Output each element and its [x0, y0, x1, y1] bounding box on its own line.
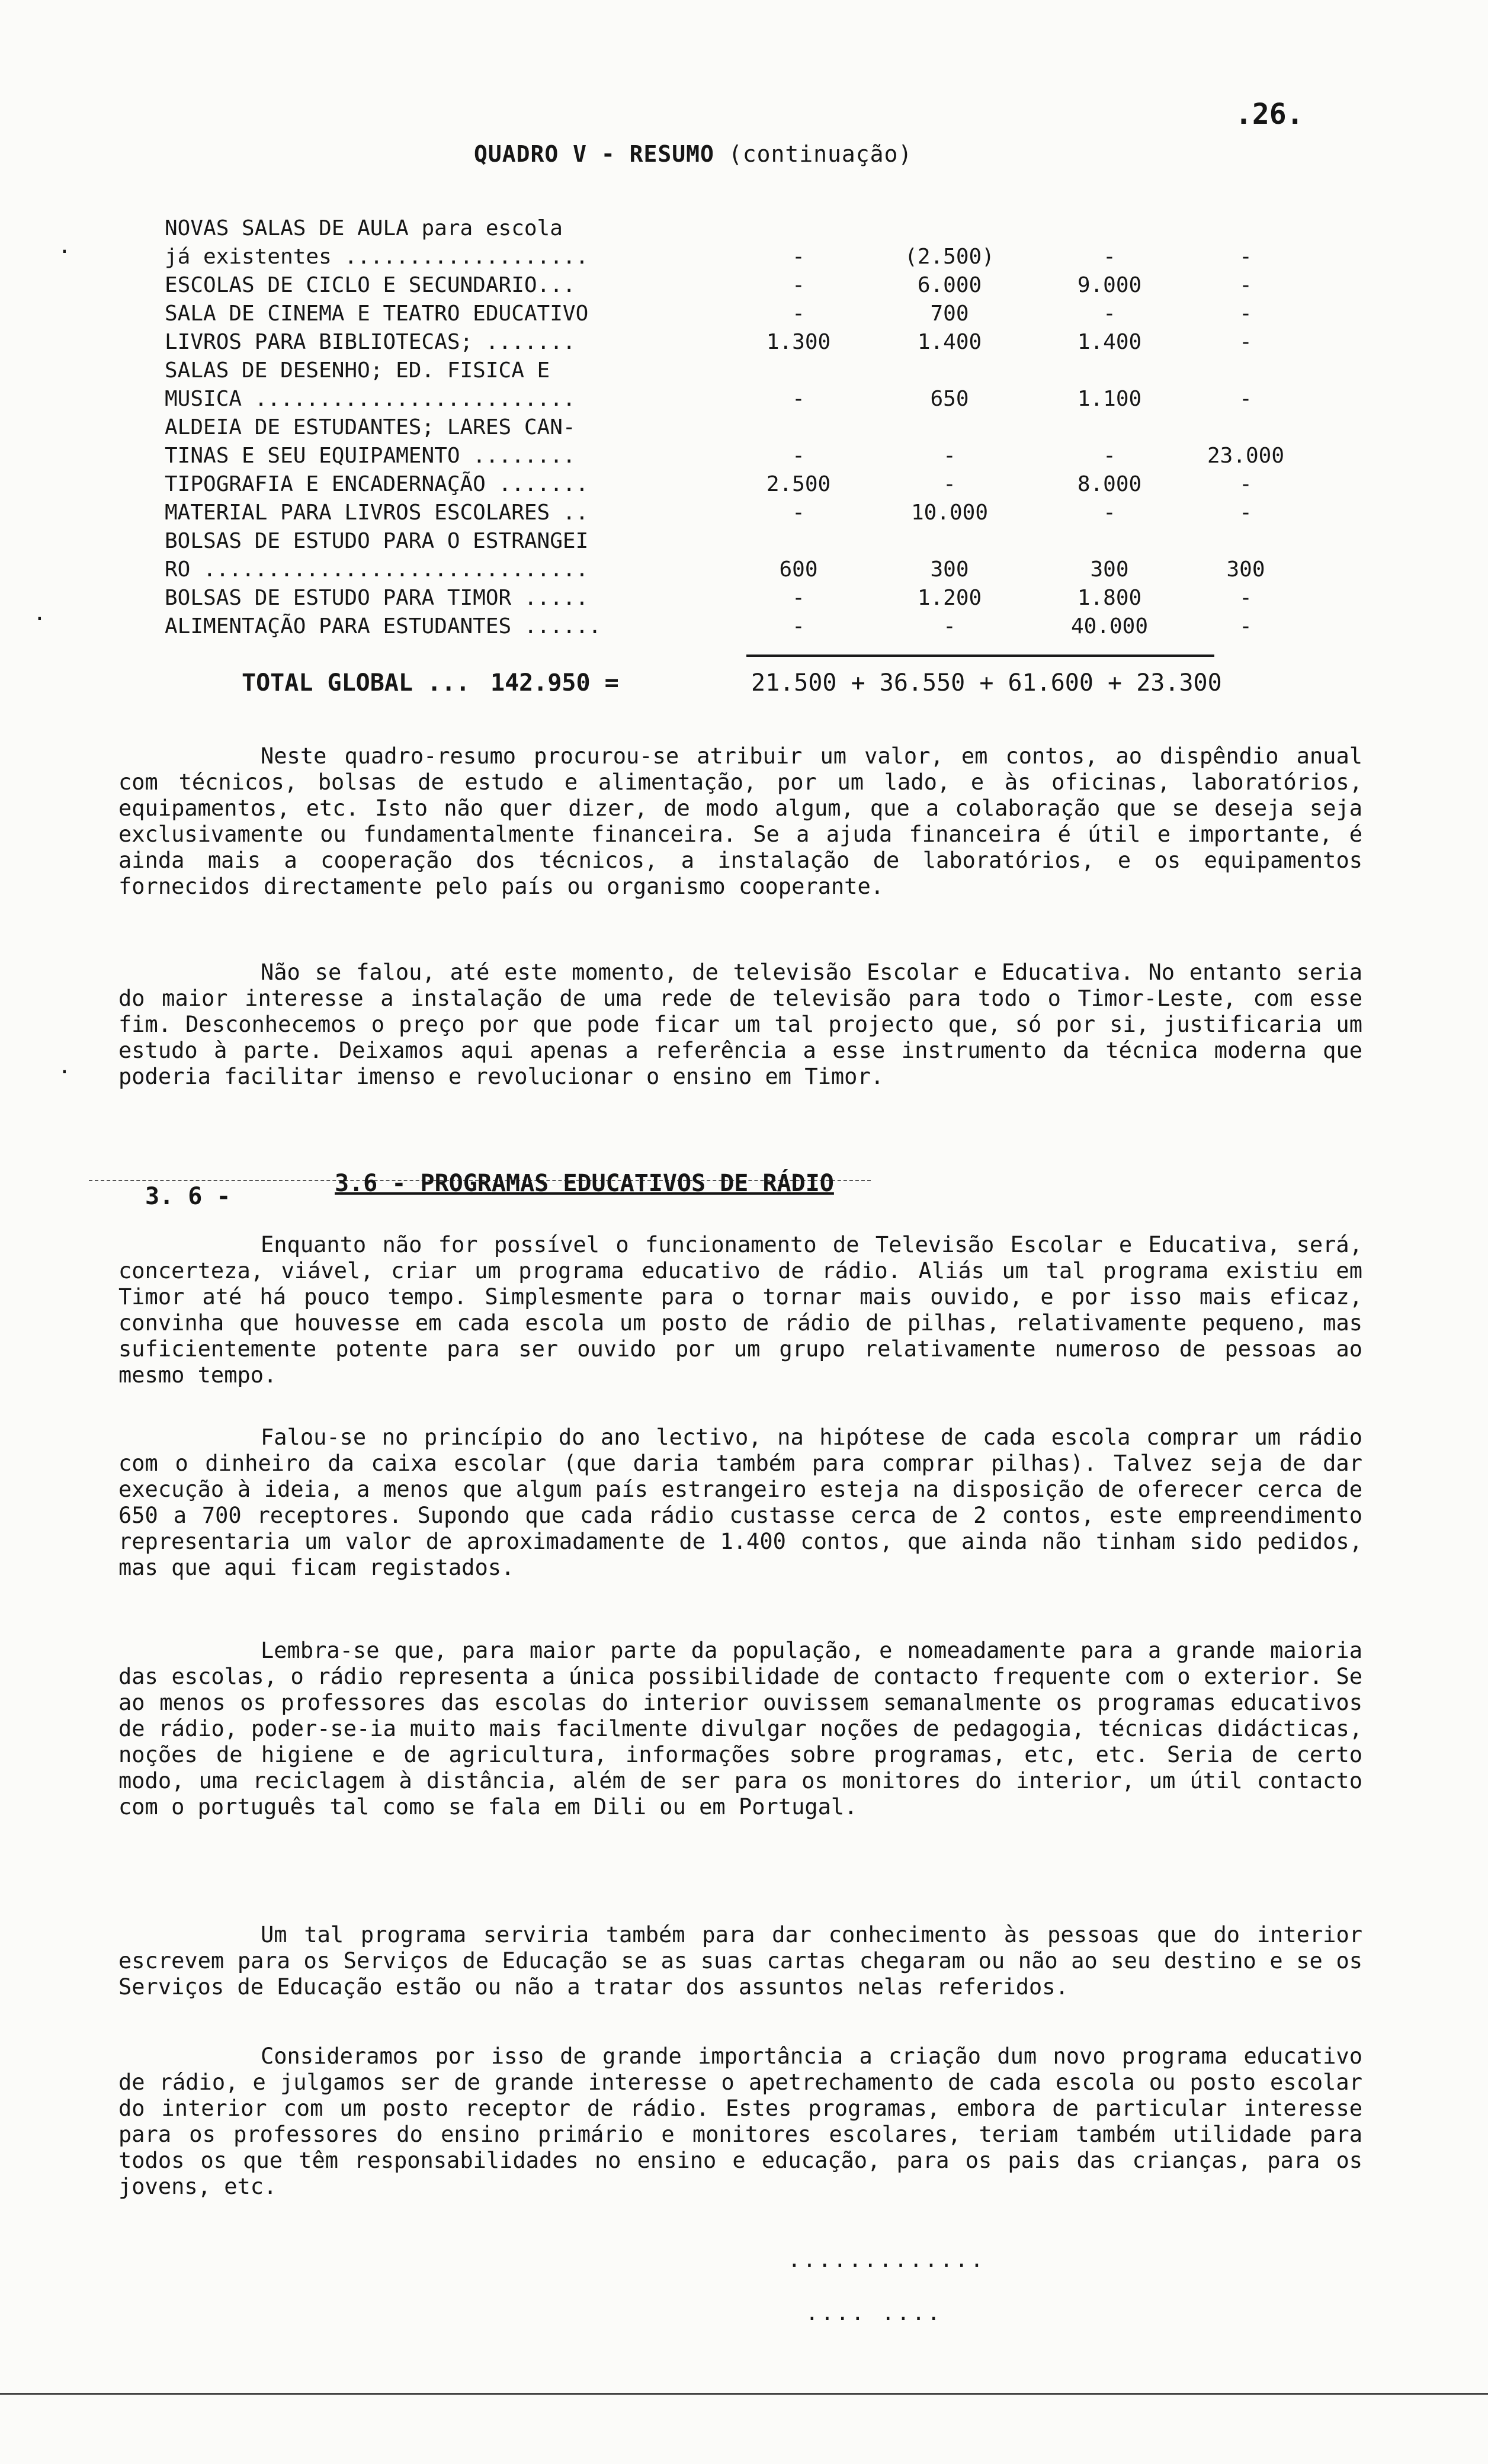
- row-value-col3: 40.000: [1070, 614, 1149, 639]
- trailing-dots: .... ....: [806, 2301, 943, 2325]
- row-value-col2: 10.000: [910, 500, 989, 525]
- row-value-col1: 1.300: [766, 330, 831, 354]
- table-row: [165, 556, 1308, 584]
- total-divider: [746, 654, 1214, 657]
- body-paragraph: [118, 960, 1362, 1105]
- row-value-col2: 1.400: [917, 330, 982, 354]
- table-row: [165, 357, 1308, 385]
- row-value-col4: -: [1239, 330, 1252, 354]
- row-label: RO ..............................: [165, 557, 589, 582]
- body-paragraph: [118, 2043, 1362, 2215]
- body-paragraph: [118, 1424, 1362, 1596]
- row-value-col4: -: [1239, 301, 1252, 326]
- row-value-col2: 6.000: [917, 273, 982, 297]
- row-label: SALAS DE DESENHO; ED. FISICA E: [165, 358, 550, 383]
- table-row: [165, 300, 1308, 328]
- row-value-col2: 700: [930, 301, 969, 326]
- paragraph-text: Consideramos por isso de grande importância a criação dum novo programa educativo de rádio, e julgamos ser de grande interesse o apetrechamento de cada escola ou posto escolar do interior com um posto receptor de rádio. Estes programas, embora de particular interesse para os professores do ensino primário e monitores escolares, teriam também utilidade para todos os que têm responsabilidades no ensino e educação, para os pais das crianças, para os jovens, etc.: [118, 2043, 1362, 2199]
- margin-mark: .: [58, 1054, 71, 1079]
- page-bottom-edge: [0, 2393, 1488, 2395]
- table-row: [165, 442, 1308, 470]
- paragraph-text: Neste quadro-resumo procurou-se atribuir um valor, em contos, ao dispêndio anual com técnicos, bolsas de estudo e alimentação, por um lado, e às oficinas, laboratórios, equipamentos, etc. Isto não quer dizer, de modo algum, que a colaboração que se deseja seja exclusivamente ou fundamentalmente financeira. Se a ajuda financeira é útil e importante, é ainda mais a cooperação dos técnicos, a instalação de laboratórios, e os equipamentos fornecidos directamente pelo país ou organismo cooperante.: [118, 743, 1362, 899]
- total-value: 142.950 =: [490, 669, 619, 697]
- row-value-col2: 650: [930, 387, 969, 411]
- table-row: [165, 499, 1308, 527]
- row-label: SALA DE CINEMA E TEATRO EDUCATIVO: [165, 301, 589, 326]
- paragraph-text: Lembra-se que, para maior parte da população, e nomeadamente para a grande maioria das escolas, o rádio representa a única possibilidade de contacto frequente com o exterior. Se ao menos os professores das escolas do interior ouvissem semanalmente os programas educativos de rádio, poder-se-ia muito mais facilmente divulgar noções de pedagogia, técnicas didácticas, noções de higiene e de agricultura, informações sobre programas, etc, etc. Seria de certo modo, uma reciclagem à distância, além de ser para os monitores do interior, um útil contacto com o português tal como se fala em Dili ou em Portugal.: [118, 1638, 1362, 1820]
- table-row: [165, 612, 1308, 641]
- row-label: TIPOGRAFIA E ENCADERNAÇÃO .......: [165, 472, 589, 496]
- table-row: [165, 214, 1308, 243]
- row-value-col3: 1.400: [1077, 330, 1142, 354]
- row-value-col1: 600: [779, 557, 818, 582]
- row-value-col1: 2.500: [766, 472, 831, 496]
- table-row: [165, 328, 1308, 357]
- table-row: [165, 470, 1308, 499]
- paragraph-text: Um tal programa serviria também para dar conhecimento às pessoas que do interior escrevem para os Serviços de Educação se as suas cartas chegaram ou não ao seu destino e se os Serviços de Educação estão ou não a tratar dos assuntos nelas referidos.: [118, 1922, 1362, 2000]
- row-label: ALIMENTAÇÃO PARA ESTUDANTES ......: [165, 614, 601, 639]
- trailing-dots: .............: [788, 2248, 986, 2272]
- row-value-col4: -: [1239, 614, 1252, 639]
- row-value-col2: -: [943, 614, 956, 639]
- row-value-col3: 9.000: [1077, 273, 1142, 297]
- row-value-col2: 300: [930, 557, 969, 582]
- total-breakdown: 21.500 + 36.550 + 61.600 + 23.300: [751, 669, 1222, 697]
- row-value-col4: -: [1239, 387, 1252, 411]
- row-value-col2: -: [943, 444, 956, 468]
- row-value-col4: -: [1239, 245, 1252, 269]
- row-value-col4: -: [1239, 472, 1252, 496]
- row-value-col4: 300: [1226, 557, 1265, 582]
- row-label: MATERIAL PARA LIVROS ESCOLARES ..: [165, 500, 589, 525]
- row-label: MUSICA .........................: [165, 387, 576, 411]
- table-row: [165, 243, 1308, 271]
- row-label: TINAS E SEU EQUIPAMENTO ........: [165, 444, 576, 468]
- table-title-suffix: (continuação): [728, 141, 913, 167]
- table-title: [474, 141, 1007, 167]
- section-title: 3.6 - PROGRAMAS EDUCATIVOS DE RÁDIO: [335, 1170, 834, 1197]
- row-value-col2: (2.500): [905, 245, 995, 269]
- row-value-col1: -: [792, 444, 805, 468]
- row-label: ESCOLAS DE CICLO E SECUNDARIO...: [165, 273, 576, 297]
- table-row: [165, 584, 1308, 612]
- row-value-col1: -: [792, 500, 805, 525]
- row-value-col4: -: [1239, 500, 1252, 525]
- paragraph-text: Enquanto não for possível o funcionamento de Televisão Escolar e Educativa, será, concerteza, viável, criar um programa educativo de rádio. Aliás um tal programa existiu em Timor até há pouco tempo. Simplesmente para o tornar mais ouvido, e por isso mais eficaz, convinha que houvesse em cada escola um posto de rádio de pilhas, relativamente pequeno, mas suficientemente potente para ser ouvido por um grupo relativamente numeroso de pessoas ao mesmo tempo.: [118, 1232, 1362, 1388]
- row-value-col1: -: [792, 273, 805, 297]
- row-value-col2: 1.200: [917, 586, 982, 610]
- row-label: NOVAS SALAS DE AULA para escola: [165, 216, 563, 240]
- row-value-col3: 1.100: [1077, 387, 1142, 411]
- page-number: .26.: [1235, 98, 1304, 131]
- total-row: [242, 669, 1308, 702]
- table-title-main: QUADRO V - RESUMO: [474, 141, 714, 167]
- paragraph-text: Falou-se no princípio do ano lectivo, na hipótese de cada escola comprar um rádio com o dinheiro da caixa escolar (que daria também para comprar pilhas). Talvez seja de dar execução à ideia, a menos que algum país estrangeiro esteja na disposição de oferecer cerca de 650 a 700 receptores. Supondo que cada rádio custasse cerca de 2 contos, este empreendimento representaria um valor de aproximadamente de 1.400 contos, que ainda não tinham sido pedidos, mas que aqui ficam registados.: [118, 1424, 1362, 1580]
- total-label: TOTAL GLOBAL ...: [242, 669, 470, 697]
- body-paragraph: [118, 1638, 1362, 1836]
- row-value-col3: -: [1103, 444, 1116, 468]
- paragraph-text: Não se falou, até este momento, de televisão Escolar e Educativa. No entanto seria do maior interesse a instalação de uma rede de televisão para todo o Timor-Leste, com esse fim. Desconhecemos o preço por que pode ficar um tal projecto que, só por si, justificaria um estudo à parte. Deixamos aqui apenas a referência a esse instrumento da técnica moderna que poderia facilitar imenso e revolucionar o ensino em Timor.: [118, 960, 1362, 1089]
- row-value-col1: -: [792, 614, 805, 639]
- section-number: 3. 6 -: [145, 1183, 231, 1210]
- table-row: [165, 527, 1308, 556]
- row-value-col4: 23.000: [1207, 444, 1285, 468]
- margin-mark: .: [33, 601, 46, 625]
- row-value-col1: -: [792, 387, 805, 411]
- table-row: [165, 271, 1308, 300]
- row-value-col3: -: [1103, 301, 1116, 326]
- row-label: BOLSAS DE ESTUDO PARA O ESTRANGEI: [165, 529, 589, 553]
- row-label: BOLSAS DE ESTUDO PARA TIMOR .....: [165, 586, 589, 610]
- row-value-col1: -: [792, 301, 805, 326]
- row-value-col3: -: [1103, 245, 1116, 269]
- margin-mark: .: [58, 234, 71, 258]
- row-label: ALDEIA DE ESTUDANTES; LARES CAN-: [165, 415, 576, 439]
- body-paragraph: [118, 1922, 1362, 2016]
- row-value-col4: -: [1239, 273, 1252, 297]
- row-value-col2: -: [943, 472, 956, 496]
- row-value-col3: -: [1103, 500, 1116, 525]
- row-value-col1: -: [792, 586, 805, 610]
- row-value-col4: -: [1239, 586, 1252, 610]
- row-value-col3: 1.800: [1077, 586, 1142, 610]
- row-label: já existentes ...................: [165, 245, 589, 269]
- body-paragraph: [118, 1232, 1362, 1404]
- row-value-col1: -: [792, 245, 805, 269]
- body-paragraph: [118, 743, 1362, 915]
- row-value-col3: 300: [1090, 557, 1129, 582]
- table-row: [165, 413, 1308, 442]
- row-label: LIVROS PARA BIBLIOTECAS; .......: [165, 330, 576, 354]
- row-value-col3: 8.000: [1077, 472, 1142, 496]
- table-row: [165, 385, 1308, 413]
- summary-table: [165, 214, 1308, 641]
